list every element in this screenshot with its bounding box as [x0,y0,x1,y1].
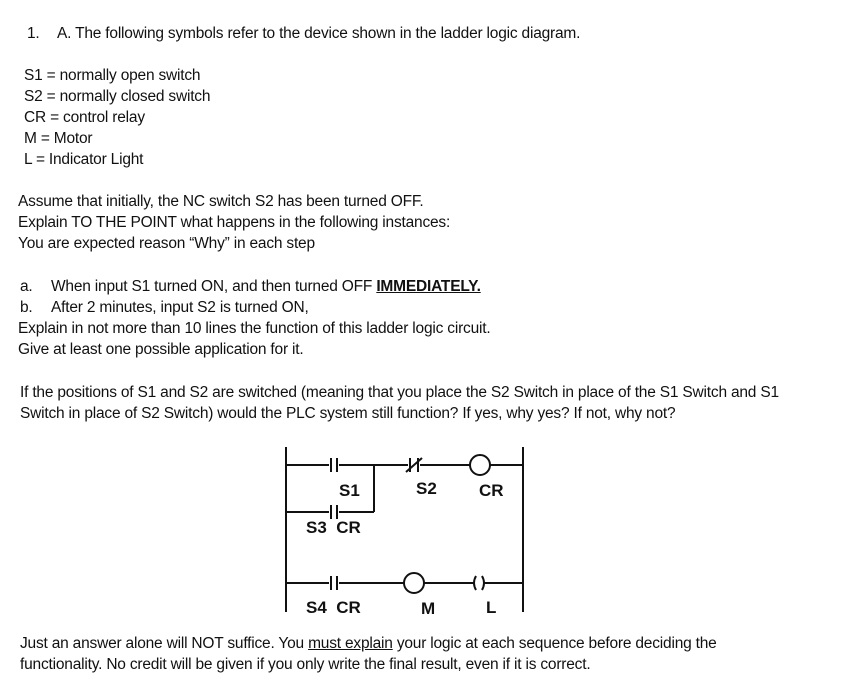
symbol-cr: CR = control relay [24,109,145,126]
switch-question-line: If the positions of S1 and S2 are switched (meaning that you place the S2 Switch in place of the S1 Switch and S1 [20,384,779,401]
motor-coil [404,573,424,593]
label-l: L [486,598,497,617]
s3-cr-contact [331,505,337,519]
step-b-text: After 2 minutes, input S2 is turned ON, [51,299,309,316]
step-a-emphasis: IMMEDIATELY. [376,278,481,295]
label-s2: S2 [416,479,437,498]
label-m: M [421,599,436,618]
step-a-text: When input S1 turned ON, and then turned OFF [51,278,373,295]
symbol-l: L = Indicator Light [24,151,144,168]
label-s4-cr: S4 CR [306,598,361,617]
s4-cr-contact [331,576,337,590]
question-intro: A. The following symbols refer to the device shown in the ladder logic diagram. [57,25,581,42]
footer-text: Just an answer alone will NOT suffice. You [20,635,304,652]
footer-line-1 [20,634,717,654]
footer-text: your logic at each sequence before deciding the [396,635,717,652]
symbol-s2: S2 = normally closed switch [24,88,211,105]
assumption-line: You are expected reason “Why” in each step [18,235,315,252]
switch-question-line: Switch in place of S2 Switch) would the PLC system still function? If yes, why yes? If not, why not? [20,405,676,422]
s2-contact [406,458,422,472]
label-cr: CR [479,481,504,500]
footer-line-2: functionality. No credit will be given if you only write the final result, even if it is correct. [20,656,591,673]
assumption-line: Assume that initially, the NC switch S2 has been turned OFF. [18,193,424,210]
explain-instruction: Explain in not more than 10 lines the function of this ladder logic circuit. [18,320,491,337]
label-s1: S1 [339,481,360,500]
step-b-marker: b. [20,299,33,316]
label-s3-cr: S3 CR [306,518,361,537]
s1-contact [331,458,337,472]
footer-emphasis: must explain [308,635,393,652]
symbol-s1: S1 = normally open switch [24,67,201,84]
assumption-line: Explain TO THE POINT what happens in the following instances: [18,214,451,231]
question-number: 1. [27,25,40,42]
symbol-m: M = Motor [24,130,93,147]
step-a-marker: a. [20,278,33,295]
cr-coil [470,455,490,475]
light-output [474,576,484,590]
application-instruction: Give at least one possible application for it. [18,341,304,358]
